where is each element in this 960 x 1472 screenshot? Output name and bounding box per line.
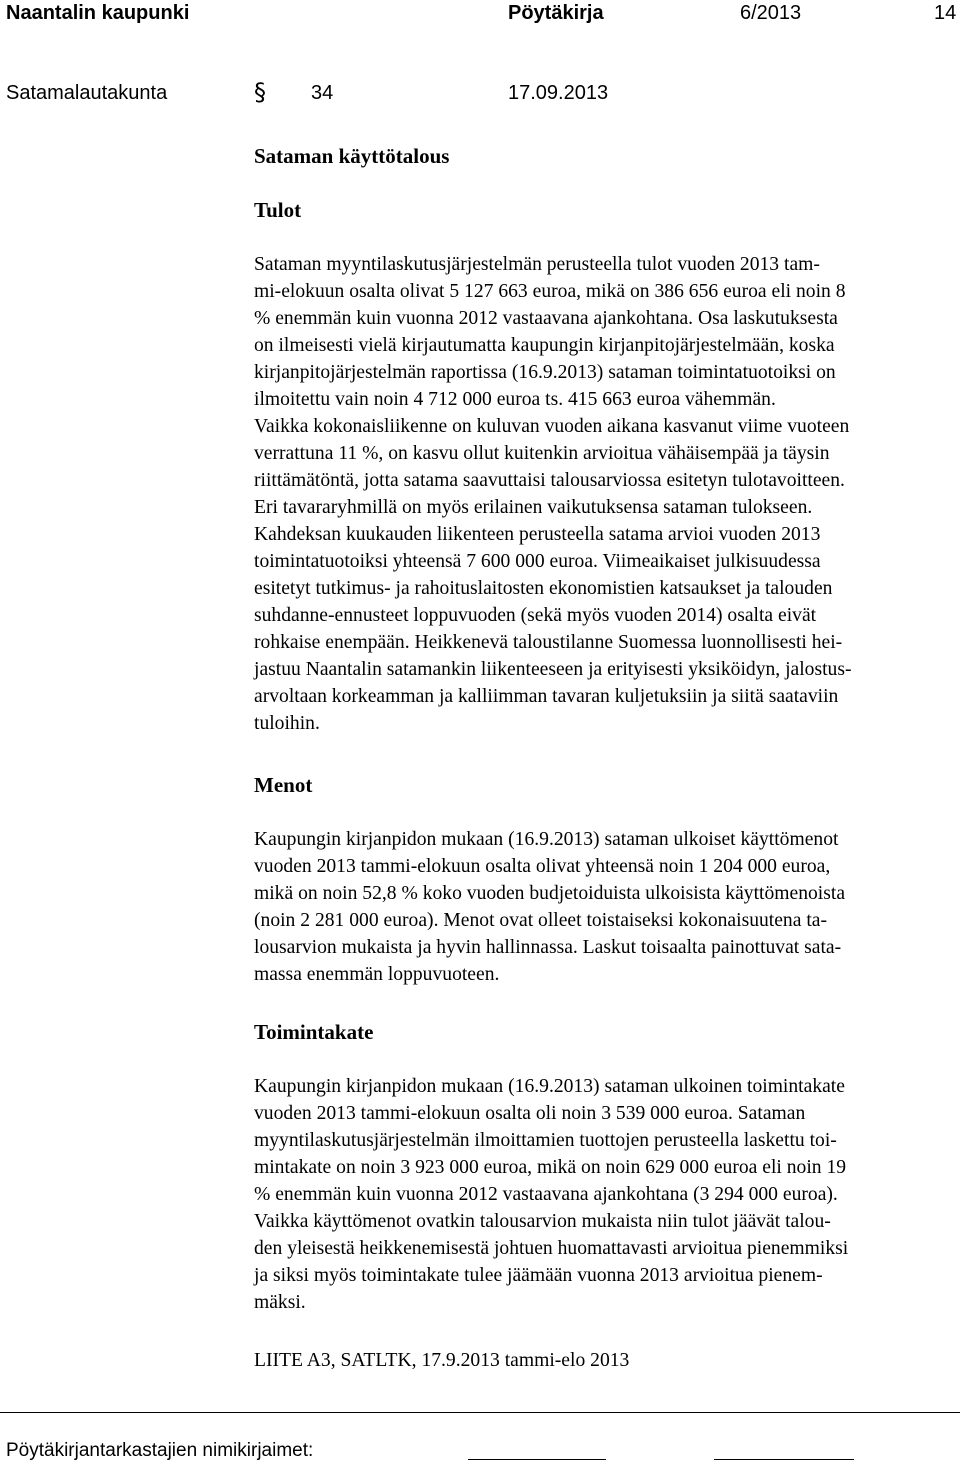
signature-line <box>468 1459 606 1460</box>
attachment-reference: LIITE A3, SATLTK, 17.9.2013 tammi-elo 2013 <box>254 1350 630 1371</box>
text-line: mikä on noin 52,8 % koko vuoden budjetoiduista ulkoisista käyttömenoista <box>254 883 846 904</box>
text-line: % enemmän kuin vuonna 2012 vastaavana ajankohtana. Osa laskutuksesta <box>254 308 838 329</box>
text-line: Vaikka käyttömenot ovatkin talousarvion mukaista niin tulot jäävät talou- <box>254 1211 831 1232</box>
text-line: suhdanne-ennusteet loppuvuoden (sekä myös vuoden 2014) osalta eivät <box>254 605 817 626</box>
text-line: Kaupungin kirjanpidon mukaan (16.9.2013) sataman ulkoiset käyttömenot <box>254 829 839 850</box>
text-line: Vaikka kokonaisliikenne on kuluvan vuoden aikana kasvanut viime vuoteen <box>254 416 850 437</box>
text-line: mintakate on noin 3 923 000 euroa, mikä on noin 629 000 euroa eli noin 19 <box>254 1157 847 1178</box>
text-line: Eri tavararyhmillä on myös erilainen vaikutuksensa sataman tulokseen. <box>254 497 813 518</box>
text-line: % enemmän kuin vuonna 2012 vastaavana ajankohtana (3 294 000 euroa). <box>254 1184 838 1205</box>
text-line: jastuu Naantalin satamankin liikenteeseen ja erityisesti yksiköidyn, jalostus- <box>254 659 852 680</box>
doc-type: Pöytäkirja <box>508 2 604 24</box>
signature-line <box>714 1459 854 1460</box>
text-line: kirjanpitojärjestelmän raportissa (16.9.2013) sataman toimintatuotoiksi on <box>254 362 836 383</box>
committee-name: Satamalautakunta <box>6 82 168 104</box>
page-title: Sataman käyttötalous <box>254 144 450 168</box>
page-number: 14 <box>934 2 957 24</box>
text-line: Kahdeksan kuukauden liikenteen perusteella satama arvioi vuoden 2013 <box>254 524 821 545</box>
text-line: vuoden 2013 tammi-elokuun osalta olivat yhteensä noin 1 204 000 euroa, <box>254 856 831 877</box>
section-number: 34 <box>311 82 334 104</box>
text-line: riittämätöntä, jotta satama saavuttaisi talousarviossa esitetyn tulotavoitteen. <box>254 470 845 491</box>
text-line: (noin 2 281 000 euroa). Menot ovat olleet toistaiseksi kokonaisuutena ta- <box>254 910 827 931</box>
text-line: myyntilaskutusjärjestelmän ilmoittamien tuottojen perusteella laskettu toi- <box>254 1130 837 1151</box>
text-line: vuoden 2013 tammi-elokuun osalta oli noin 3 539 000 euroa. Sataman <box>254 1103 806 1124</box>
org-name: Naantalin kaupunki <box>6 2 190 24</box>
text-line: den yleisestä heikkenemisestä johtuen huomattavasti arvioitua pienemmiksi <box>254 1238 849 1259</box>
text-line: Sataman myyntilaskutusjärjestelmän perusteella tulot vuoden 2013 tam- <box>254 254 820 275</box>
text-line: esitetyt tutkimus- ja rahoituslaitosten ekonomistien katsaukset ja talouden <box>254 578 833 599</box>
footer-divider <box>0 1412 960 1413</box>
tulot-heading: Tulot <box>254 198 302 222</box>
text-line: Kaupungin kirjanpidon mukaan (16.9.2013) sataman ulkoinen toimintakate <box>254 1076 845 1097</box>
text-line: arvoltaan korkeamman ja kalliimman tavaran kuljetuksiin ja siitä saataviin <box>254 686 839 707</box>
text-line: ilmoitettu vain noin 4 712 000 euroa ts. 415 663 euroa vähemmän. <box>254 389 776 410</box>
text-line: massa enemmän loppuvuoteen. <box>254 964 500 985</box>
meeting-date: 17.09.2013 <box>508 82 609 104</box>
text-line: toimintatuotoiksi yhteensä 7 600 000 euroa. Viimeaikaiset julkisuudessa <box>254 551 821 572</box>
signature-label: Pöytäkirjantarkastajien nimikirjaimet: <box>6 1440 314 1461</box>
doc-number: 6/2013 <box>740 2 802 24</box>
text-line: verrattuna 11 %, on kasvu ollut kuitenkin arvioitua vähäisempää ja täysin <box>254 443 830 464</box>
text-line: ja siksi myös toimintakate tulee jäämään vuonna 2013 arvioitua pienem- <box>254 1265 823 1286</box>
text-line: mäksi. <box>254 1292 306 1313</box>
toimintakate-heading: Toimintakate <box>254 1020 374 1044</box>
text-line: on ilmeisesti vielä kirjautumatta kaupungin kirjanpitojärjestelmään, koska <box>254 335 835 356</box>
text-line: mi-elokuun osalta olivat 5 127 663 euroa, mikä on 386 656 euroa eli noin 8 <box>254 281 846 302</box>
text-line: lousarvion mukaista ja hyvin hallinnassa. Laskut toisaalta painottuvat sata- <box>254 937 842 958</box>
text-line: rohkaise enempään. Heikkenevä taloustilanne Suomessa luonnollisesti hei- <box>254 632 843 653</box>
menot-heading: Menot <box>254 773 313 797</box>
text-line: tuloihin. <box>254 713 320 734</box>
